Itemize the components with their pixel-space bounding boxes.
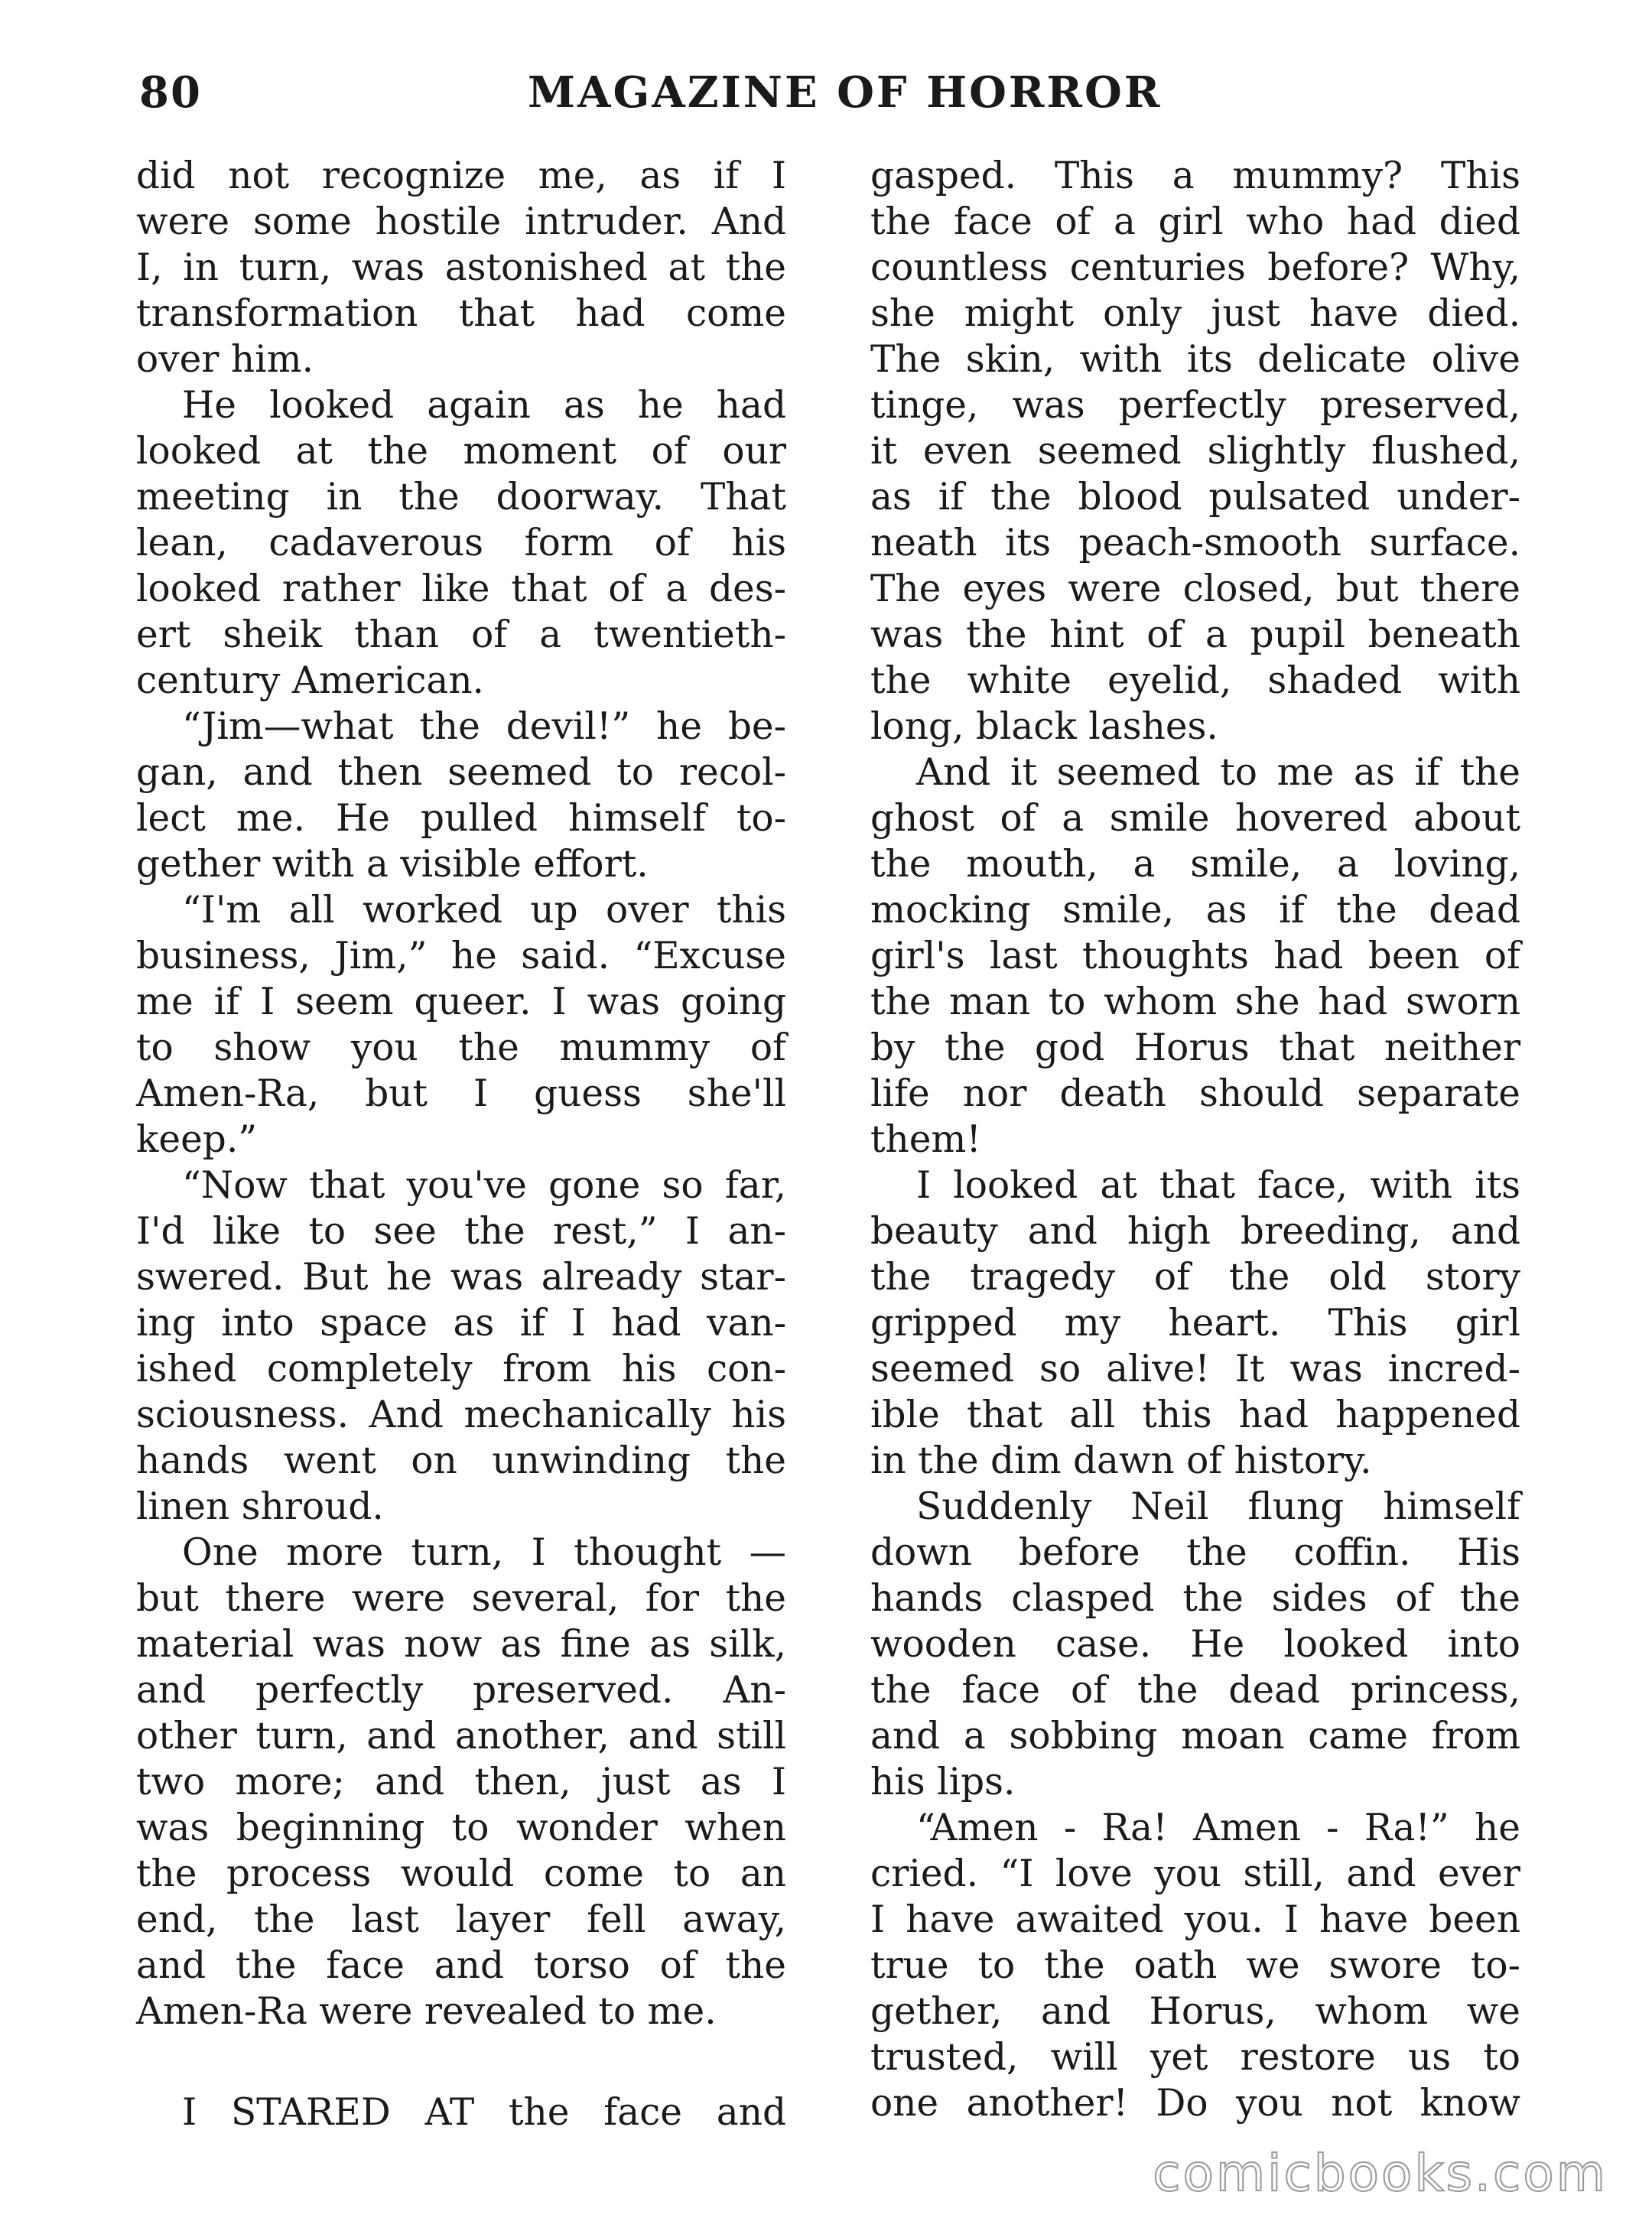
text-line: was beginning to wonder when (136, 1807, 786, 1849)
text-line: end, the last layer fell away, (136, 1898, 786, 1941)
text-line: I, in turn, was astonished at the (136, 246, 786, 289)
text-line: lect me. He pulled himself to- (136, 797, 786, 840)
text-line: the tragedy of the old story (870, 1256, 1520, 1299)
text-line: I'd like to see the rest,” I an- (136, 1210, 786, 1253)
text-line: ible that all this had happened (870, 1394, 1520, 1436)
text-line: two more; and then, just as I (136, 1761, 786, 1803)
text-line: it even seemed slightly flushed, (870, 430, 1520, 473)
text-line: ished completely from his con- (136, 1348, 786, 1390)
text-line: ing into space as if I had van- (136, 1302, 786, 1345)
text-line: and perfectly preserved. An- (136, 1669, 786, 1712)
text-line: Amen-Ra were revealed to me. (136, 1990, 717, 2033)
text-line: but there were several, for the (136, 1577, 786, 1620)
text-line: Amen-Ra, but I guess she'll (136, 1072, 786, 1115)
text-line: I have awaited you. I have been (870, 1898, 1520, 1941)
text-line: the man to whom she had sworn (870, 981, 1520, 1023)
text-line: the mouth, a smile, a loving, (870, 843, 1520, 886)
text-line: countless centuries before? Why, (870, 246, 1520, 289)
text-line: by the god Horus that neither (870, 1026, 1520, 1069)
text-line: one another! Do you not know (870, 2082, 1520, 2125)
text-line: seemed so alive! It was incred- (870, 1348, 1520, 1390)
text-line: to show you the mummy of (136, 1026, 786, 1069)
text-line: as if the blood pulsated under- (870, 476, 1520, 519)
text-line: sciousness. And mechanically his (136, 1394, 786, 1436)
left-text-column (136, 153, 786, 2135)
text-line: “Amen - Ra! Amen - Ra!” he (916, 1807, 1520, 1849)
text-line: cried. “I love you still, and ever (870, 1852, 1520, 1895)
text-line: hands went on unwinding the (136, 1439, 786, 1482)
text-line: Suddenly Neil flung himself (916, 1485, 1520, 1528)
text-line: his lips. (870, 1761, 1016, 1803)
text-line: was the hint of a pupil beneath (870, 613, 1520, 656)
text-line: she might only just have died. (870, 292, 1520, 335)
text-line: them! (870, 1118, 981, 1161)
text-line: ert sheik than of a twentieth- (136, 613, 786, 656)
page-number: 80 (139, 67, 202, 118)
text-line: the face of a girl who had died (870, 200, 1520, 243)
text-line: girl's last thoughts had been of (870, 935, 1520, 977)
text-line: The skin, with its delicate olive (870, 338, 1520, 381)
watermark: comicbooks.com (1153, 2144, 1608, 2203)
text-line: gan, and then seemed to recol- (136, 751, 786, 794)
text-line: mocking smile, as if the dead (870, 889, 1520, 932)
text-line: did not recognize me, as if I (136, 154, 786, 197)
text-line: wooden case. He looked into (870, 1623, 1520, 1666)
text-line: lean, cadaverous form of his (136, 522, 786, 564)
text-line: gasped. This a mummy? This (870, 154, 1520, 197)
text-line: “I'm all worked up over this (182, 889, 786, 932)
right-text-column (870, 153, 1520, 2126)
text-line: down before the coffin. His (870, 1531, 1520, 1574)
text-line: And it seemed to me as if the (916, 751, 1520, 794)
text-line: I looked at that face, with its (916, 1164, 1520, 1207)
text-line: beauty and high breeding, and (870, 1210, 1520, 1253)
text-line: meeting in the doorway. That (136, 476, 786, 519)
text-line: long, black lashes. (870, 705, 1218, 748)
text-line: neath its peach-smooth surface. (870, 522, 1520, 564)
text-line: and the face and torso of the (136, 1944, 786, 1987)
text-line: “Jim—what the devil!” he be- (182, 705, 786, 748)
text-line: me if I seem queer. I was going (136, 981, 786, 1023)
text-line: He looked again as he had (182, 384, 786, 427)
text-line: true to the oath we swore to- (870, 1944, 1520, 1987)
text-line: hands clasped the sides of the (870, 1577, 1520, 1620)
text-line: gripped my heart. This girl (870, 1302, 1520, 1345)
text-line: in the dim dawn of history. (870, 1439, 1372, 1482)
text-line: gether, and Horus, whom we (870, 1990, 1520, 2033)
running-head (122, 67, 1530, 128)
text-line: I STARED AT the face and (182, 2091, 786, 2134)
text-line: looked rather like that of a des- (136, 568, 786, 610)
text-line: “Now that you've gone so far, (182, 1164, 786, 1207)
text-line: were some hostile intruder. And (136, 200, 786, 243)
text-line: swered. But he was already star- (136, 1256, 786, 1299)
text-line: transformation that had come (136, 292, 786, 335)
text-line: gether with a visible effort. (136, 843, 649, 886)
text-line: and a sobbing moan came from (870, 1715, 1520, 1758)
text-line: linen shroud. (136, 1485, 384, 1528)
text-line: material was now as fine as silk, (136, 1623, 786, 1666)
text-line: the white eyelid, shaded with (870, 659, 1520, 702)
text-line: ghost of a smile hovered about (870, 797, 1520, 840)
text-line: keep.” (136, 1118, 258, 1161)
text-line: looked at the moment of our (136, 430, 786, 473)
text-line: trusted, will yet restore us to (870, 2036, 1520, 2079)
text-line: tinge, was perfectly preserved, (870, 384, 1520, 427)
text-line: the process would come to an (136, 1852, 786, 1895)
text-line: over him. (136, 338, 314, 381)
text-line: century American. (136, 659, 484, 702)
text-line: other turn, and another, and still (136, 1715, 786, 1758)
magazine-title: MAGAZINE OF HORROR (528, 67, 1163, 118)
text-line: business, Jim,” he said. “Excuse (136, 935, 786, 977)
text-line: the face of the dead princess, (870, 1669, 1520, 1712)
text-line: life nor death should separate (870, 1072, 1520, 1115)
paragraph-gap (136, 2034, 786, 2090)
text-line: The eyes were closed, but there (870, 568, 1520, 610)
text-line: One more turn, I thought — (182, 1531, 786, 1574)
